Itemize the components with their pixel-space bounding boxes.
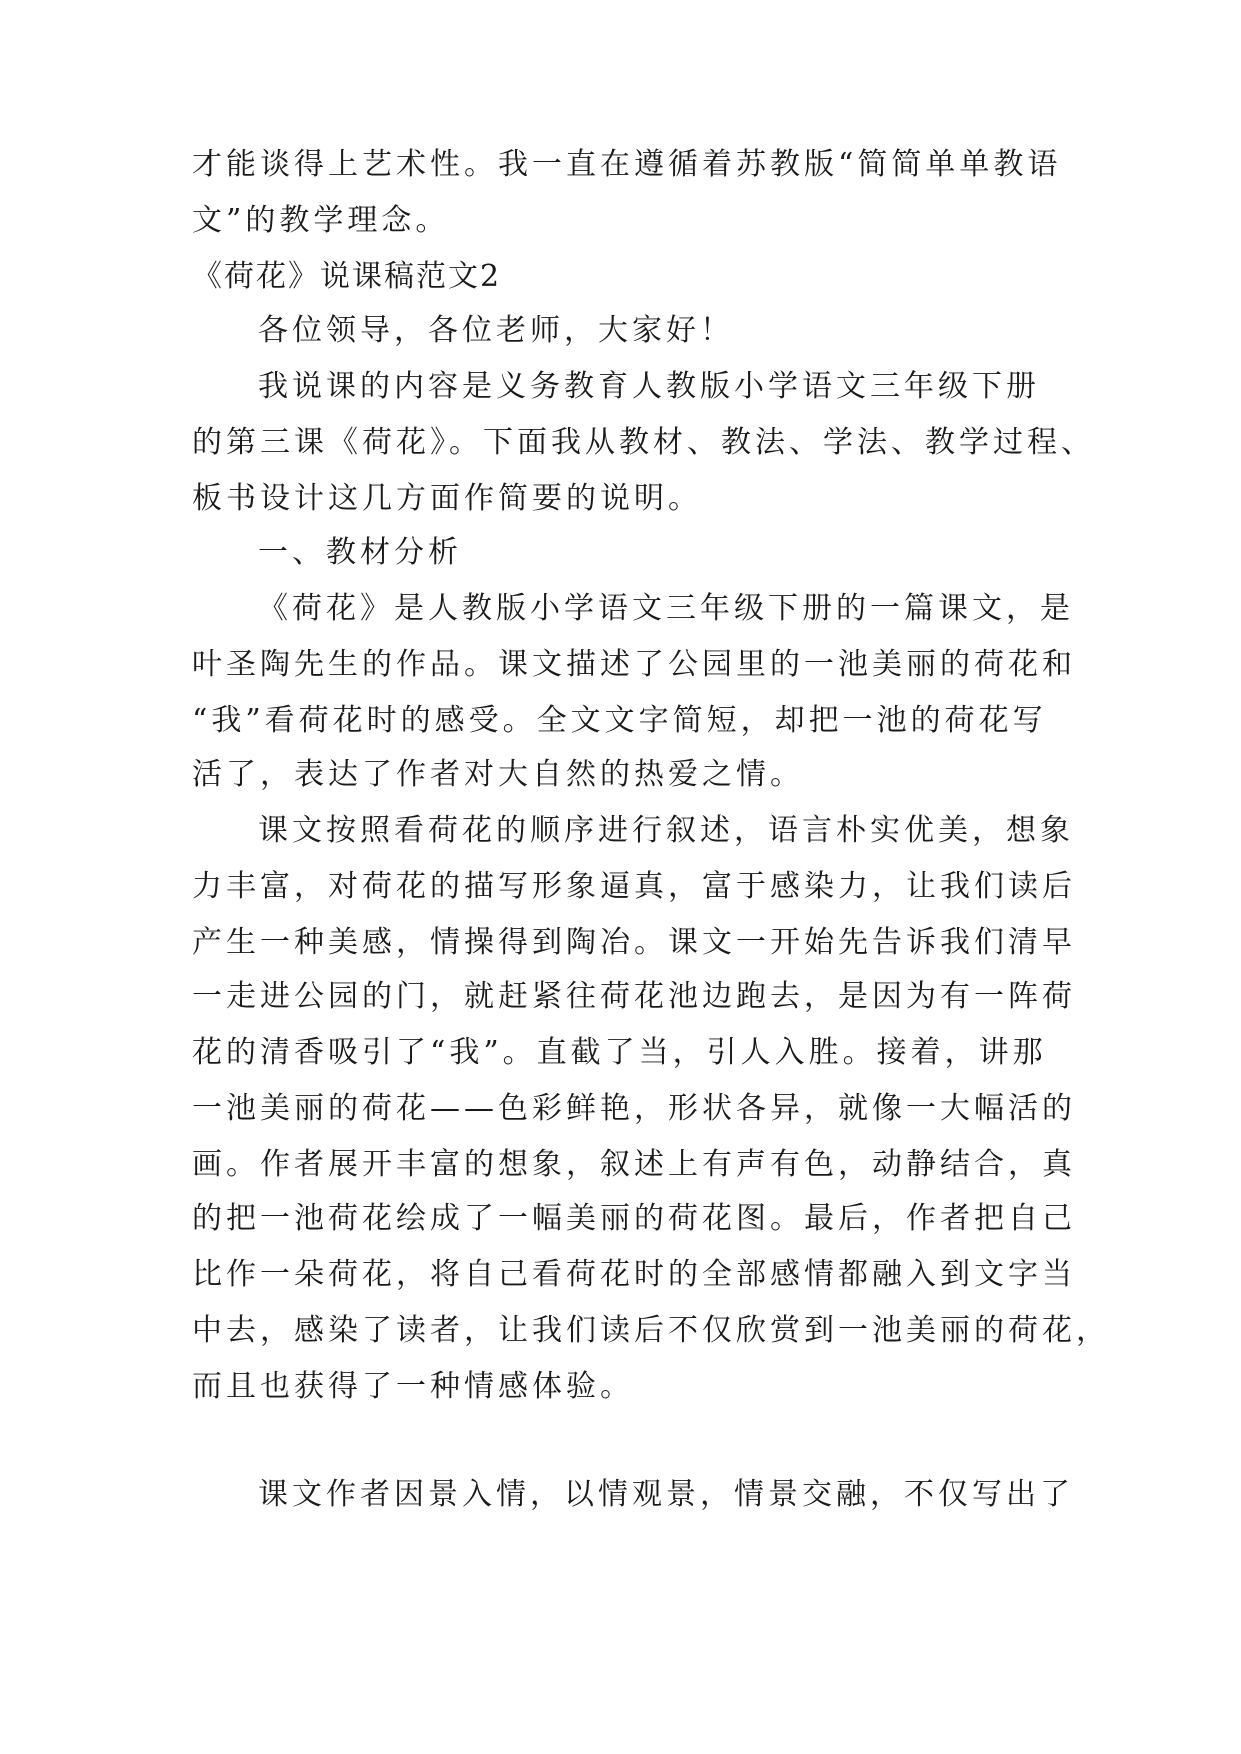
- text-line: 力丰富，对荷花的描写形象逼真，富于感染力，让我们读后: [192, 869, 1076, 904]
- text-line: 《荷花》是人教版小学语文三年级下册的一篇课文，是: [258, 591, 1074, 626]
- text-line: 比作一朵荷花，将自己看荷花时的全部感情都融入到文字当: [192, 1257, 1076, 1292]
- section-title: 《荷花》说课稿范文2: [192, 259, 502, 294]
- text-line: 中去，感染了读者，让我们读后不仅欣赏到一池美丽的荷花，: [192, 1313, 1110, 1348]
- text-line: 我说课的内容是义务教育人教版小学语文三年级下册: [258, 369, 1040, 404]
- text-line: 才能谈得上艺术性。我一直在遵循着苏教版“简简单单教语: [192, 147, 1062, 182]
- text-line: 而且也获得了一种情感体验。: [192, 1369, 634, 1404]
- text-line: 活了，表达了作者对大自然的热爱之情。: [192, 757, 804, 792]
- text-line: 课文作者因景入情，以情观景，情景交融，不仅写出了: [258, 1477, 1074, 1512]
- text-line: 画。作者展开丰富的想象，叙述上有声有色，动静结合，真: [192, 1147, 1076, 1182]
- text-line: 文”的教学理念。: [192, 203, 450, 238]
- text-line: 课文按照看荷花的顺序进行叙述，语言朴实优美，想象: [258, 813, 1074, 848]
- text-line: “我”看荷花时的感受。全文文字简短，却把一池的荷花写: [192, 703, 1047, 738]
- text-line: 产生一种美感，情操得到陶冶。课文一开始先告诉我们清早: [192, 925, 1076, 960]
- text-line: 一池美丽的荷花——色彩鲜艳，形状各异，就像一大幅活的: [192, 1091, 1076, 1126]
- text-line: 叶圣陶先生的作品。课文描述了公园里的一池美丽的荷花和: [192, 647, 1076, 682]
- subsection-heading: 一、教材分析: [258, 535, 462, 570]
- text-line: 一走进公园的门，就赶紧往荷花池边跑去，是因为有一阵荷: [192, 979, 1076, 1014]
- text-line: 板书设计这几方面作简要的说明。: [192, 481, 702, 516]
- text-line: 的第三课《荷花》。下面我从教材、教法、学法、教学过程、: [192, 425, 1095, 460]
- text-line: 的把一池荷花绘成了一幅美丽的荷花图。最后，作者把自己: [192, 1201, 1076, 1236]
- greeting-line: 各位领导，各位老师，大家好！: [258, 313, 734, 348]
- text-line: 花的清香吸引了“我”。直截了当，引人入胜。接着，讲那: [192, 1035, 1047, 1070]
